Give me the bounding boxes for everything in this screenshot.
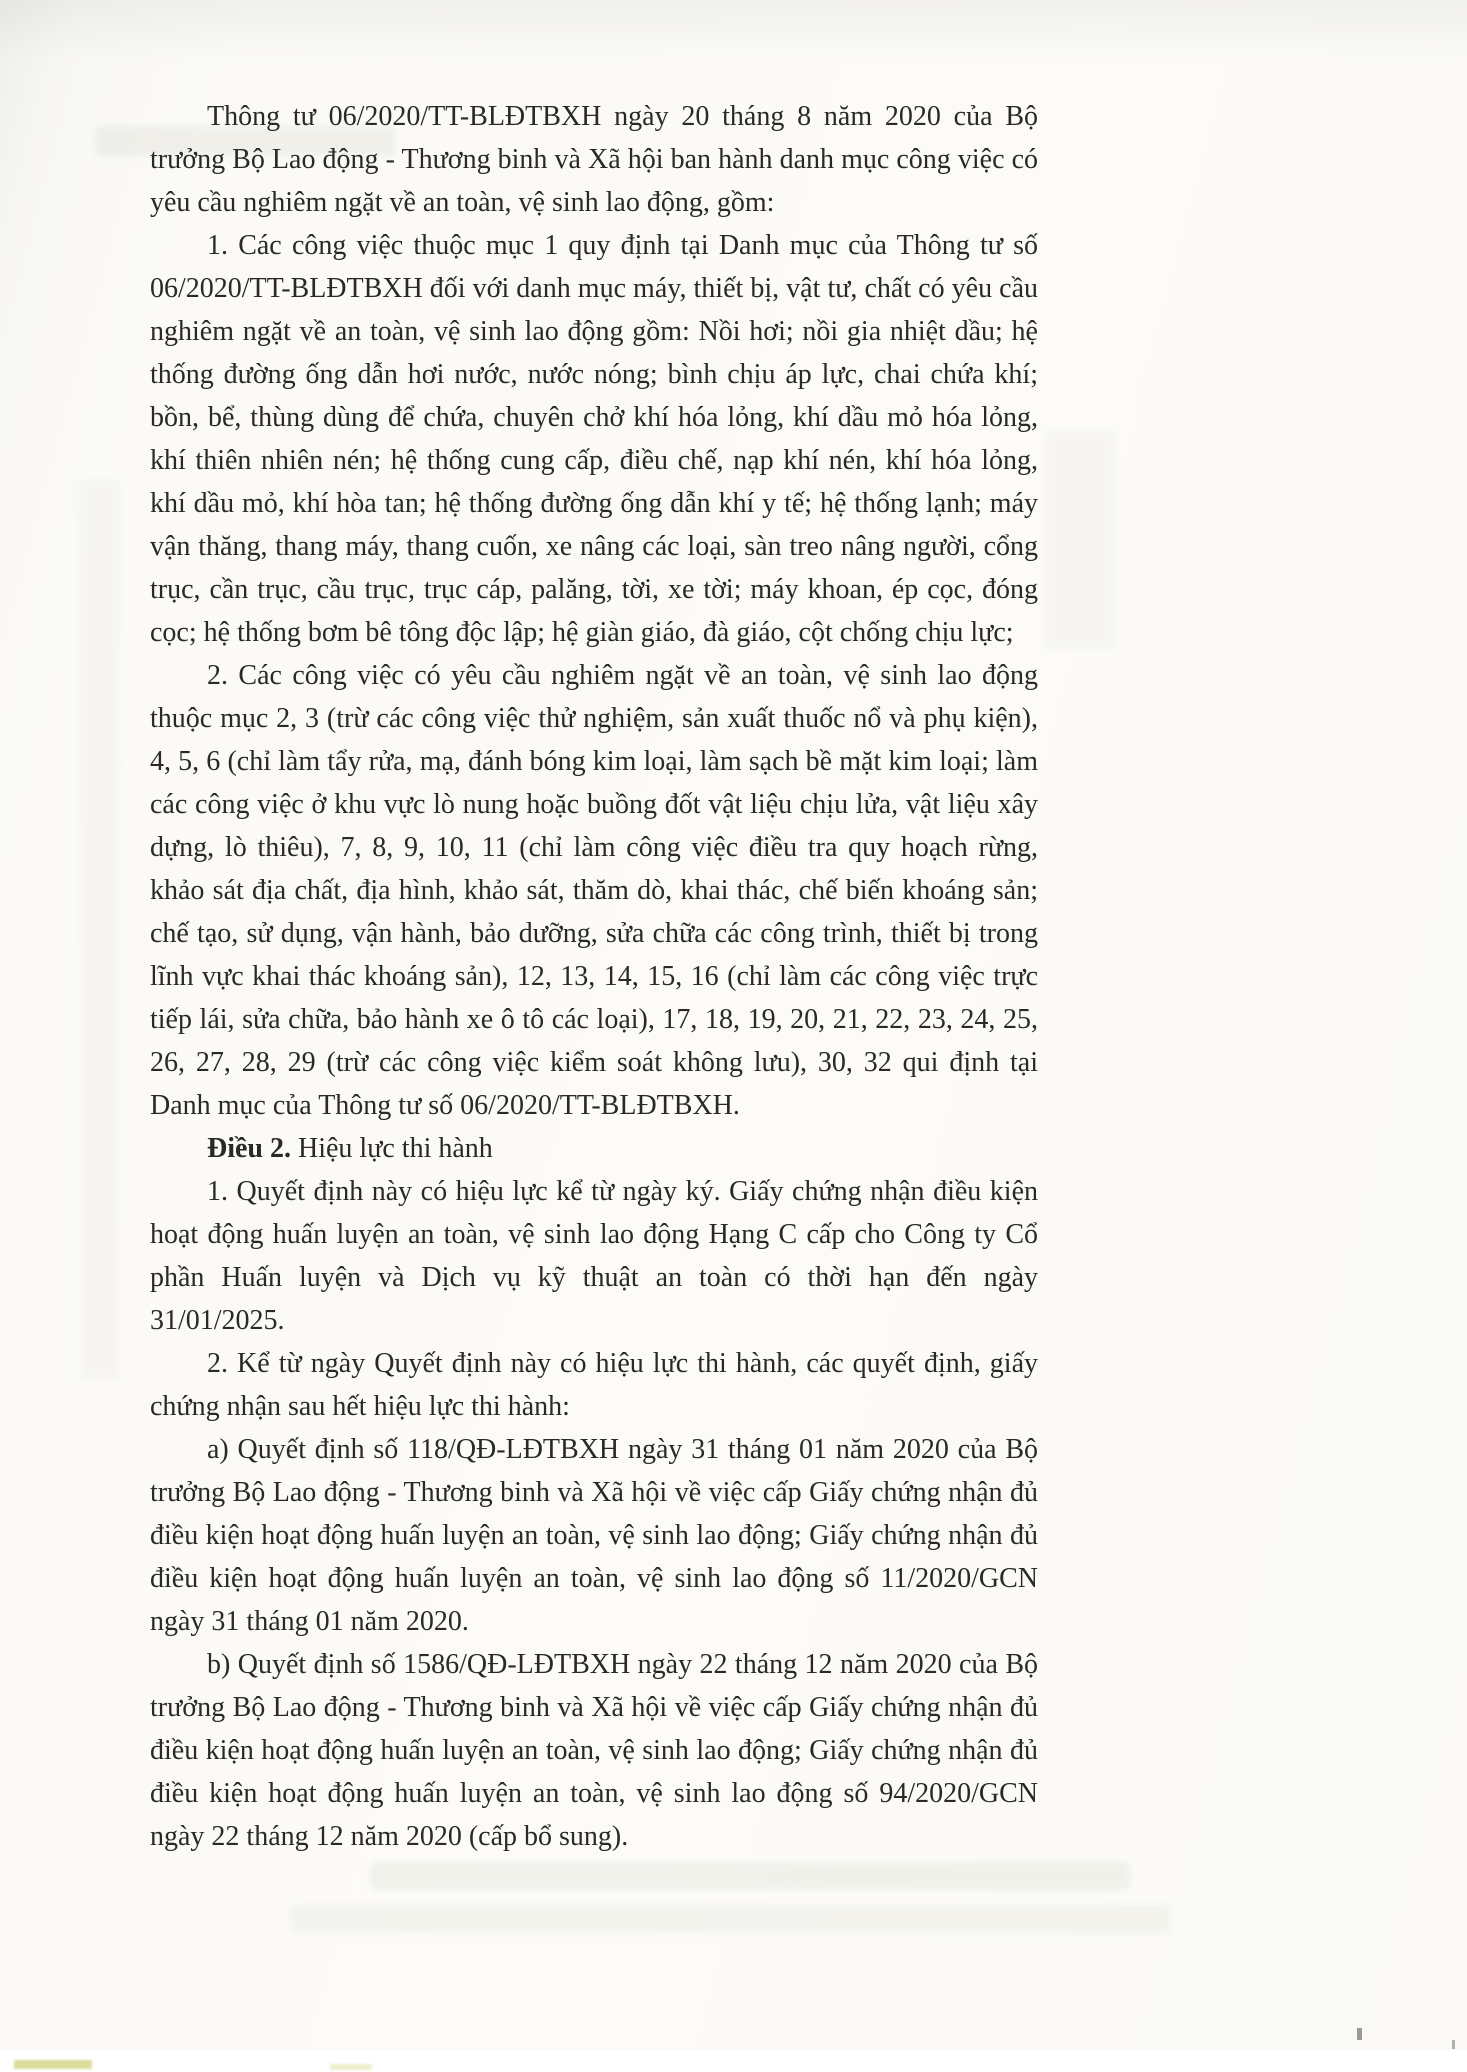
bleed-through-smudge	[370, 1862, 1130, 1890]
paragraph-text: b) Quyết định số 1586/QĐ-LĐTBXH ngày 22 tháng 12 năm 2020 của Bộ trưởng Bộ Lao động - Thương binh và Xã hội về việc cấp Giấy chứng nhận đủ điều kiện hoạt động huấn luyện an toàn, vệ sinh lao động; Giấy chứng nhận đủ điều kiện hoạt động huấn luyện an toàn, vệ sinh lao động số 94/2020/GCN ngày 22 tháng 12 năm 2020 (cấp bổ sung).	[150, 1649, 1038, 1852]
scan-edge-shading	[0, 0, 1467, 60]
paragraph-clause-1	[150, 224, 1038, 654]
paragraph-text: 1. Các công việc thuộc mục 1 quy định tại Danh mục của Thông tư số 06/2020/TT-BLĐTBXH đối với danh mục máy, thiết bị, vật tư, chất có yêu cầu nghiêm ngặt về an toàn, vệ sinh lao động gồm: Nồi hơi; nồi gia nhiệt dầu; hệ thống đường ống dẫn hơi nước, nước nóng; bình chịu áp lực, chai chứa khí; bồn, bể, thùng dùng để chứa, chuyên chở khí hóa lỏng, khí dầu mỏ hóa lỏng, khí thiên nhiên nén; hệ thống cung cấp, điều chế, nạp khí nén, khí hóa lỏng, khí dầu mỏ, khí hòa tan; hệ thống đường ống dẫn khí y tế; hệ thống lạnh; máy vận thăng, thang máy, thang cuốn, xe nâng các loại, sàn treo nâng người, cổng trục, cần trục, cầu trục, trục cáp, palăng, tời, xe tời; máy khoan, ép cọc, đóng cọc; hệ thống bơm bê tông độc lập; hệ giàn giáo, đà giáo, cột chống chịu lực;	[150, 230, 1038, 648]
paragraph-text: Thông tư 06/2020/TT-BLĐTBXH ngày 20 tháng 8 năm 2020 của Bộ trưởng Bộ Lao động - Thương binh và Xã hội ban hành danh mục công việc có yêu cầu nghiêm ngặt về an toàn, vệ sinh lao động, gồm:	[150, 101, 1038, 218]
article-2-heading-bold: Điều 2.	[207, 1133, 291, 1164]
paragraph-item-b	[150, 1643, 1038, 1858]
bleed-through-smudge	[80, 480, 120, 1380]
article-2-heading	[150, 1127, 1038, 1170]
paragraph-text: 2. Kể từ ngày Quyết định này có hiệu lực thi hành, các quyết định, giấy chứng nhận sau hết hiệu lực thi hành:	[150, 1348, 1038, 1422]
paragraph-text: 1. Quyết định này có hiệu lực kể từ ngày ký. Giấy chứng nhận điều kiện hoạt động huấn luyện an toàn, vệ sinh lao động Hạng C cấp cho Công ty Cổ phần Huấn luyện và Dịch vụ kỹ thuật an toàn có thời hạn đến ngày 31/01/2025.	[150, 1176, 1038, 1336]
article-2-clause-1	[150, 1170, 1038, 1342]
paragraph-text: 2. Các công việc có yêu cầu nghiêm ngặt về an toàn, vệ sinh lao động thuộc mục 2, 3 (trừ các công việc thử nghiệm, sản xuất thuốc nổ và phụ kiện), 4, 5, 6 (chỉ làm tẩy rửa, mạ, đánh bóng kim loại, làm sạch bề mặt kim loại; làm các công việc ở khu vực lò nung hoặc buồng đốt vật liệu chịu lửa, vật liệu xây dựng, lò thiêu), 7, 8, 9, 10, 11 (chỉ làm công việc điều tra quy hoạch rừng, khảo sát địa chất, địa hình, khảo sát, thăm dò, khai thác, chế biến khoáng sản; chế tạo, sử dụng, vận hành, bảo dưỡng, sửa chữa các công trình, thiết bị trong lĩnh vực khai thác khoáng sản), 12, 13, 14, 15, 16 (chỉ làm các công việc trực tiếp lái, sửa chữa, bảo hành xe ô tô các loại), 17, 18, 19, 20, 21, 22, 23, 24, 25, 26, 27, 28, 29 (trừ các công việc kiểm soát không lưu), 30, 32 qui định tại Danh mục của Thông tư số 06/2020/TT-BLĐTBXH.	[150, 660, 1038, 1121]
article-2-clause-2	[150, 1342, 1038, 1428]
bleed-through-smudge	[1045, 430, 1115, 650]
scanner-edge-strip	[0, 2050, 1467, 2072]
document-text-block	[150, 95, 1038, 1858]
paragraph-item-a	[150, 1428, 1038, 1643]
paragraph-text: a) Quyết định số 118/QĐ-LĐTBXH ngày 31 tháng 01 năm 2020 của Bộ trưởng Bộ Lao động - Thương binh và Xã hội về việc cấp Giấy chứng nhận đủ điều kiện hoạt động huấn luyện an toàn, vệ sinh lao động; Giấy chứng nhận đủ điều kiện hoạt động huấn luyện an toàn, vệ sinh lao động số 11/2020/GCN ngày 31 tháng 01 năm 2020.	[150, 1434, 1038, 1637]
paragraph-intro	[150, 95, 1038, 224]
scan-artifact-speck	[1357, 2028, 1362, 2040]
article-2-heading-text: Hiệu lực thi hành	[291, 1133, 493, 1164]
scan-artifact-speck	[1452, 2040, 1455, 2049]
paragraph-clause-2	[150, 654, 1038, 1127]
bleed-through-smudge	[290, 1905, 1170, 1933]
